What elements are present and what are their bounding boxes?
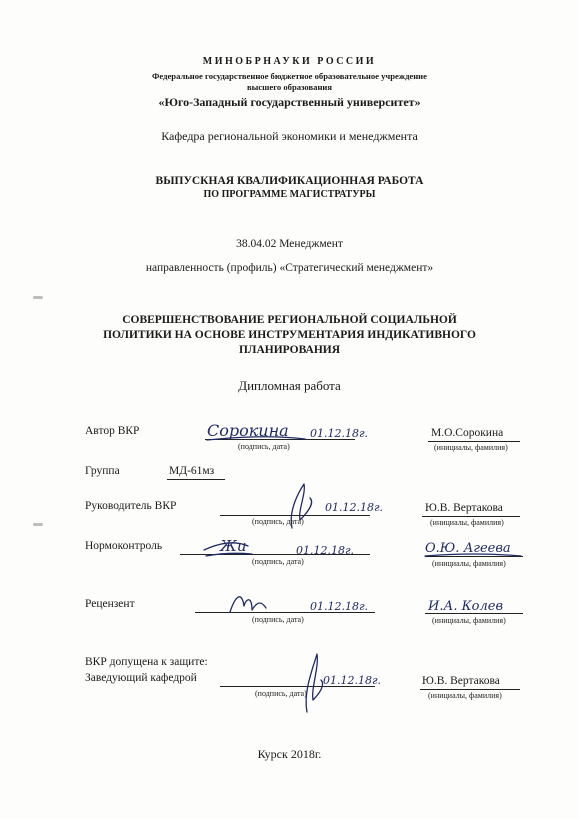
work-type-line2: ПО ПРОГРАММЕ МАГИСТРАТУРЫ xyxy=(203,189,376,200)
author-signature-text: Сорокина xyxy=(207,421,289,440)
normcontrol-name-caption: (инициалы, фамилия) xyxy=(432,559,506,568)
institution-type-line2: высшего образования xyxy=(246,82,332,92)
supervisor-signature-caption: (подпись, дата) xyxy=(252,517,304,526)
group-line xyxy=(167,479,225,480)
normcontrol-label: Нормоконтроль xyxy=(85,540,163,552)
author-signature-caption: (подпись, дата) xyxy=(238,442,290,451)
admission-signature xyxy=(285,648,395,714)
supervisor-label: Руководитель ВКР xyxy=(85,500,177,512)
admission-signature-date: 01.12.18г. xyxy=(323,674,382,687)
reviewer-signature-caption: (подпись, дата) xyxy=(252,615,304,624)
reviewer-name-line xyxy=(425,613,523,614)
thesis-title-line3: ПЛАНИРОВАНИЯ xyxy=(238,344,341,356)
university-name: «Юго-Западный государственный университет» xyxy=(158,95,421,109)
normcontrol-name-line xyxy=(425,556,523,557)
group-value: МД-61мз xyxy=(169,465,215,477)
normcontrol-signature-text: Жи xyxy=(220,537,247,555)
admission-signature-caption: (подпись, дата) xyxy=(255,689,307,698)
admission-name: Ю.В. Вертакова xyxy=(422,675,500,687)
reviewer-signature-date: 01.12.18г. xyxy=(310,600,369,613)
institution-type-line1: Федеральное государственное бюджетное образовательное учреждение xyxy=(152,71,427,81)
normcontrol-name-text: О.Ю. Агеева xyxy=(425,541,511,556)
normcontrol-signature-date: 01.12.18г. xyxy=(296,544,355,557)
reviewer-label: Рецензент xyxy=(85,598,135,610)
profile: направленность (профиль) «Стратегический менеджмент» xyxy=(145,262,434,274)
specialty: 38.04.02 Менеджмент xyxy=(236,238,343,250)
author-label: Автор ВКР xyxy=(85,425,140,437)
admission-label-line1: ВКР допущена к защите: xyxy=(85,656,208,668)
work-type-line1: ВЫПУСКНАЯ КВАЛИФИКАЦИОННАЯ РАБОТА xyxy=(155,175,424,187)
thesis-title-line1: СОВЕРШЕНСТВОВАНИЕ РЕГИОНАЛЬНОЙ СОЦИАЛЬНОЙ xyxy=(122,314,457,326)
ministry-heading: МИНОБРНАУКИ РОССИИ xyxy=(202,56,377,67)
author-name-caption: (инициалы, фамилия) xyxy=(434,443,508,452)
author-signature-date: 01.12.18г. xyxy=(310,427,369,440)
supervisor-name-caption: (инициалы, фамилия) xyxy=(430,518,504,527)
punch-hole-mark-top xyxy=(33,296,43,299)
supervisor-signature-date: 01.12.18г. xyxy=(325,501,384,514)
normcontrol-signature-caption: (подпись, дата) xyxy=(252,557,304,566)
group-label: Группа xyxy=(85,465,120,477)
author-name: М.О.Сорокина xyxy=(431,427,504,439)
supervisor-name: Ю.В. Вертакова xyxy=(425,502,503,514)
supervisor-name-line xyxy=(422,516,520,517)
reviewer-name-caption: (инициалы, фамилия) xyxy=(432,616,506,625)
punch-hole-mark-bottom xyxy=(33,523,43,526)
department-name: Кафедра региональной экономики и менеджмента xyxy=(161,129,418,143)
author-signature xyxy=(205,414,369,444)
work-kind: Дипломная работа xyxy=(238,378,341,393)
author-name-line xyxy=(428,441,520,442)
thesis-title-line2: ПОЛИТИКИ НА ОСНОВЕ ИНСТРУМЕНТАРИЯ ИНДИКАТИВНОГО xyxy=(103,329,476,341)
admission-name-caption: (инициалы, фамилия) xyxy=(428,691,502,700)
admission-label-line2: Заведующий кафедрой xyxy=(85,672,197,684)
admission-name-line xyxy=(420,689,520,690)
city-year: Курск 2018г. xyxy=(257,747,322,761)
reviewer-name-text: И.А. Колев xyxy=(428,599,504,614)
